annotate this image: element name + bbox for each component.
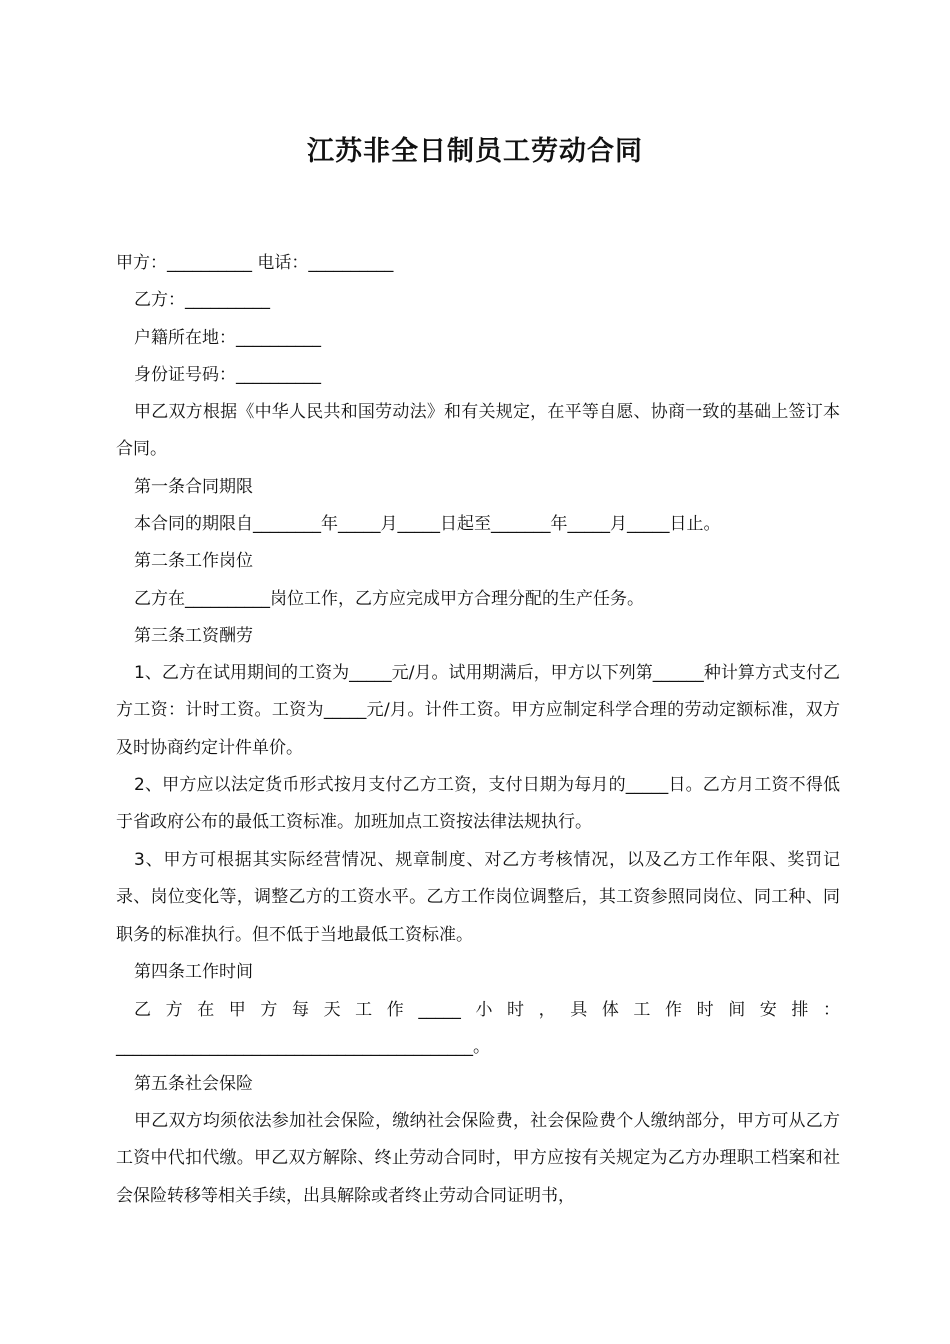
article-3-paragraph-2: 2、甲方应以法定货币形式按月支付乙方工资，支付日期为每月的_____日。乙方月工资不得低于省政府公布的最低工资标准。加班加点工资按法律法规执行。 bbox=[116, 775, 840, 833]
article-3-paragraph-3: 3、甲方可根据其实际经营情况、规章制度、对乙方考核情况，以及乙方工作年限、奖罚记录、岗位变化等，调整乙方的工资水平。乙方工作岗位调整后，其工资参照同岗位、同工种、同职务的标准执行。但不低于当地最低工资标准。 bbox=[116, 850, 840, 945]
article-2-title: 第二条工作岗位 bbox=[134, 551, 253, 571]
article-1-text: 本合同的期限自________年_____月_____日起至_______年_____月_____日止。 bbox=[134, 514, 721, 534]
article-4-text: 乙方在甲方每天工作_____小时，具体工作时间安排：__________________________________________。 bbox=[116, 1000, 840, 1058]
article-5-title: 第五条社会保险 bbox=[134, 1074, 253, 1094]
document-title: 江苏非全日制员工劳动合同 bbox=[307, 136, 643, 167]
article-5-text: 甲乙双方均须依法参加社会保险，缴纳社会保险费，社会保险费个人缴纳部分，甲方可从乙方工资中代扣代缴。甲乙双方解除、终止劳动合同时，甲方应按有关规定为乙方办理职工档案和社会保险转移等相关手续，出具解除或者终止劳动合同证明书， bbox=[116, 1111, 840, 1206]
article-3-paragraph-1: 1、乙方在试用期间的工资为_____元/月。试用期满后，甲方以下列第______种计算方式支付乙方工资：计时工资。工资为_____元/月。计件工资。甲方应制定科学合理的劳动定额标准，双方及时协商约定计件单价。 bbox=[116, 663, 840, 758]
article-2-text: 乙方在__________岗位工作，乙方应完成甲方合理分配的生产任务。 bbox=[134, 589, 644, 609]
intro-paragraph: 甲乙双方根据《中华人民共和国劳动法》和有关规定，在平等自愿、协商一致的基础上签订本合同。 bbox=[116, 402, 840, 460]
party-b-line: 乙方：__________ bbox=[134, 290, 270, 310]
article-3-title: 第三条工资酬劳 bbox=[134, 626, 253, 646]
id-number-line: 身份证号码：__________ bbox=[134, 365, 321, 385]
article-4-title: 第四条工作时间 bbox=[134, 962, 253, 982]
household-line: 户籍所在地：__________ bbox=[134, 328, 321, 348]
article-1-title: 第一条合同期限 bbox=[134, 477, 253, 497]
party-a-line: 甲方：__________ 电话：__________ bbox=[116, 253, 394, 273]
